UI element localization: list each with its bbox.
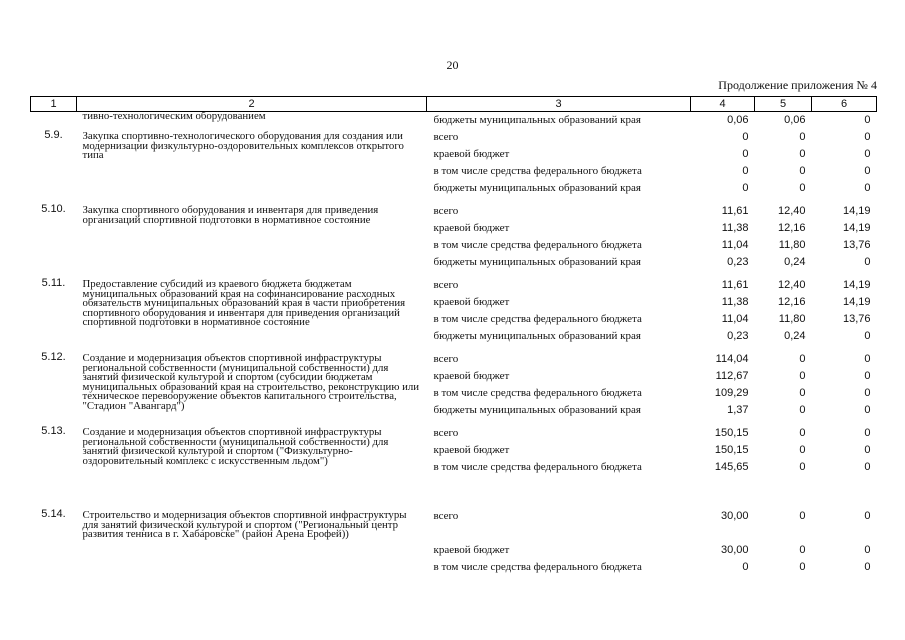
value-col-5-cell [755,277,812,351]
value-col-5: 0 [799,461,806,473]
value-col-4: 150,15 [714,444,749,456]
row-number: 5.13. [41,425,66,437]
value-col-5: 0 [799,370,806,382]
value-col-6: 0 [864,182,871,194]
table-body [31,112,877,577]
funding-source-cell [427,203,691,277]
value-col-6-cell [812,351,877,425]
funding-source: краевой бюджет [433,544,510,556]
value-col-6: 0 [864,461,871,473]
col-header-6: 6 [812,97,877,112]
funding-source: краевой бюджет [433,296,510,308]
col-header-2: 2 [77,97,427,112]
value-col-4: 0 [742,182,749,194]
value-col-5: 0 [799,561,806,573]
value-col-6: 14,19 [842,279,871,291]
continuation-label: Продолжение приложения № 4 [718,78,877,92]
value-col-4: 0 [742,148,749,160]
value-col-6: 13,76 [842,239,871,251]
funding-source: в том числе средства федерального бюджета [433,165,642,177]
funding-source: бюджеты муниципальных образований края [433,404,641,416]
value-col-6: 0 [864,256,871,268]
value-col-5: 0,24 [784,330,806,342]
value-col-5: 0,06 [784,114,806,126]
funding-source: всего [433,279,459,291]
value-col-4: 0 [742,165,749,177]
value-col-4: 0 [742,561,749,573]
table-row [31,351,877,425]
value-col-6: 0 [864,427,871,439]
table-row [31,425,877,508]
funding-source: в том числе средства федерального бюджета [433,239,642,251]
col-header-1: 1 [31,97,77,112]
table-row [31,129,877,203]
value-col-4: 0,23 [727,256,749,268]
value-col-5: 0 [799,148,806,160]
table-row [31,277,877,351]
value-col-5: 11,80 [778,239,806,251]
value-col-5: 0 [799,131,806,143]
value-col-4: 145,65 [714,461,749,473]
value-col-4: 109,29 [714,387,749,399]
value-col-5-cell [755,203,812,277]
value-col-5: 0,24 [784,256,806,268]
value-col-5: 12,40 [777,205,806,217]
value-col-5: 11,80 [778,313,806,325]
value-col-4: 1,37 [727,404,749,416]
funding-source-cell [427,129,691,203]
value-col-5-cell [755,112,812,130]
value-col-5: 12,40 [777,279,806,291]
page-number: 20 [446,58,459,72]
row-description: тивно-технологическим оборудованием [82,110,266,122]
value-col-6: 0 [864,114,871,126]
value-col-4: 30,00 [720,544,749,556]
funding-source-cell [427,277,691,351]
value-col-5-cell [755,351,812,425]
value-col-6: 14,19 [842,296,871,308]
funding-source: бюджеты муниципальных образований края [433,114,641,126]
funding-source [427,525,691,542]
value-col-5: 0 [799,165,806,177]
funding-source: в том числе средства федерального бюджета [433,313,642,325]
row-number: 5.9. [44,129,63,141]
value-col-4-cell [691,508,755,576]
value-col-4-cell [691,203,755,277]
row-description: Создание и модернизация объектов спортивной инфраструктуры региональной собственности (муниципальной собственности) для занятий физической культурой и спортом (субсидии бюджетам муниципальных образований края на строительство, реконструкцию или техническое перевооружение объектов капитального строительства, "Стадион "Авангард") [82,352,420,412]
funding-source-cell [427,508,691,576]
value-col-5: 0 [799,404,806,416]
funding-source: всего [433,205,459,217]
value-col-6-cell [812,129,877,203]
value-col-5: 12,16 [777,296,806,308]
value-col-4: 11,04 [721,239,749,251]
value-col-4: 0,06 [727,114,749,126]
value-col-4: 114,04 [715,353,749,365]
funding-source: всего [433,510,459,522]
row-description: Закупка спортивного оборудования и инвентаря для приведения организаций спортивной подготовки в нормативное состояние [82,204,379,226]
funding-source: в том числе средства федерального бюджета [433,461,642,473]
row-description: Строительство и модернизация объектов спортивной инфраструктуры для занятий физической культурой и спортом ("Региональный центр развития тенниса в г. Хабаровске" (район Арена Ерофей)) [82,509,407,541]
value-col-4: 0,23 [727,330,749,342]
value-col-4: 150,15 [714,427,749,439]
value-col-6: 0 [864,353,871,365]
value-col-4-cell [691,425,755,508]
funding-source: всего [433,131,459,143]
value-col-6-cell [812,508,877,576]
funding-source: краевой бюджет [433,370,510,382]
col-header-3: 3 [427,97,691,112]
value-col-5: 0 [799,444,806,456]
value-col-5: 0 [799,427,806,439]
funding-source-cell [427,425,691,508]
value-col-4: 11,61 [721,279,749,291]
value-col-4-cell [691,112,755,130]
value-col-6: 14,19 [842,205,871,217]
value-col-4: 30,00 [720,510,749,522]
value-col-6-cell [812,203,877,277]
funding-source: всего [433,353,459,365]
funding-source: всего [433,427,459,439]
value-col-5: 12,16 [777,222,806,234]
value-col-5: 0 [799,353,806,365]
funding-source: краевой бюджет [433,222,510,234]
col-header-4: 4 [691,97,755,112]
value-col-4-cell [691,277,755,351]
description-cell [77,277,427,351]
funding-source-cell [427,112,691,130]
value-col-4: 11,61 [721,205,749,217]
value-col-5-cell [755,425,812,508]
description-cell [77,112,427,130]
value-col-4 [691,525,755,542]
table-row [31,508,877,576]
value-col-6: 0 [864,544,871,556]
value-col-6: 0 [864,561,871,573]
description-cell [77,425,427,508]
row-number: 5.14. [41,508,66,520]
value-col-6: 0 [864,370,871,382]
value-col-6-cell [812,112,877,130]
row-number: 5.11. [41,277,66,289]
value-col-4: 112,67 [715,370,749,382]
row-description: Создание и модернизация объектов спортивной инфраструктуры региональной собственности (муниципальной собственности) для занятий физической культурой и спортом ("Физкультурно-оздоровительный комплекс с искусственным льдом") [82,426,389,467]
value-col-5: 0 [799,387,806,399]
value-col-6: 0 [864,148,871,160]
value-col-5: 0 [799,544,806,556]
value-col-4-cell [691,351,755,425]
value-col-6: 0 [864,404,871,416]
value-col-6: 0 [864,510,871,522]
description-cell [77,508,427,576]
value-col-4: 0 [742,131,749,143]
value-col-5 [755,525,812,542]
value-col-5: 0 [799,510,806,522]
funding-source: в том числе средства федерального бюджета [433,561,642,573]
budget-table [30,96,877,576]
value-col-4: 11,38 [721,296,749,308]
value-col-5: 0 [799,182,806,194]
value-col-6-cell [812,425,877,508]
funding-source: в том числе средства федерального бюджета [433,387,642,399]
description-cell [77,129,427,203]
description-cell [77,351,427,425]
value-col-6-cell [812,277,877,351]
value-col-6: 14,19 [842,222,871,234]
value-col-4: 11,38 [721,222,749,234]
value-col-6 [812,525,877,542]
value-col-6: 0 [864,444,871,456]
value-col-6: 0 [864,131,871,143]
row-number [31,112,77,130]
value-col-4-cell [691,129,755,203]
value-col-5-cell [755,508,812,576]
row-description: Закупка спортивно-технологического оборудования для создания или модернизации физкультурно-оздоровительных комплексов открытого типа [82,130,404,162]
table-row [31,203,877,277]
table-row [31,112,877,130]
funding-source: бюджеты муниципальных образований края [433,256,641,268]
funding-source: краевой бюджет [433,444,510,456]
row-number: 5.12. [41,351,66,363]
value-col-6: 0 [864,165,871,177]
funding-source-cell [427,351,691,425]
row-description: Предоставление субсидий из краевого бюджета бюджетам муниципальных образований края на софинансирование расходных обязательств муниципальных образований края в части приобретения спортивного оборудования и инвентаря для приведения организаций спортивной подготовки в нормативное состояние [82,278,406,329]
col-header-5: 5 [755,97,812,112]
value-col-5-cell [755,129,812,203]
row-number: 5.10. [41,203,66,215]
value-col-6: 0 [864,330,871,342]
value-col-6: 0 [864,387,871,399]
value-col-4: 11,04 [721,313,749,325]
value-col-6: 13,76 [842,313,871,325]
funding-source: бюджеты муниципальных образований края [433,330,641,342]
description-cell [77,203,427,277]
funding-source: краевой бюджет [433,148,510,160]
funding-source: бюджеты муниципальных образований края [433,182,641,194]
